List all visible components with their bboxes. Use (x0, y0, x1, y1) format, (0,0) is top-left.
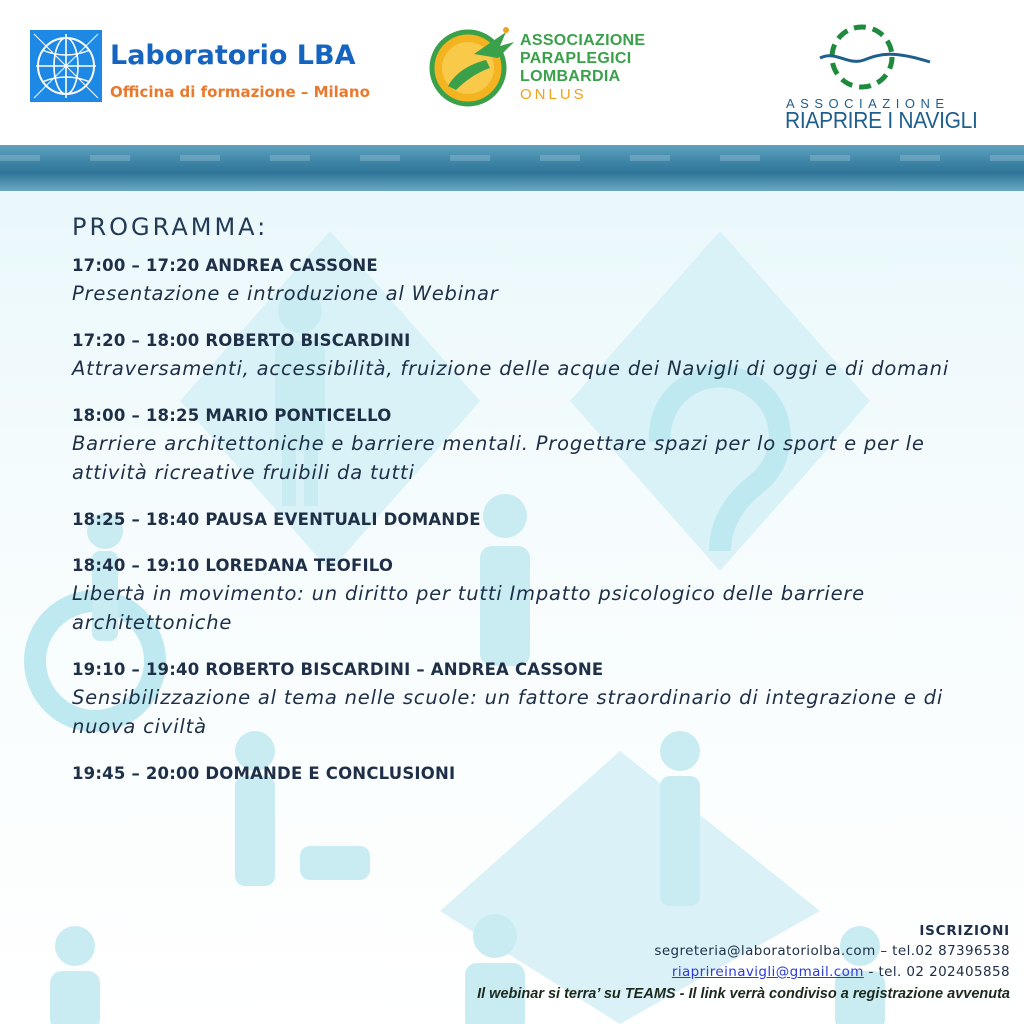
program-description: Sensibilizzazione al tema nelle scuole: un fattore straordinario di integrazione e di nuova civiltà (72, 686, 944, 738)
program-item (72, 657, 1002, 741)
contact-line-2 (477, 962, 1010, 983)
program-item (72, 507, 1002, 533)
program-description: Barriere architettoniche e barriere mentali. Progettare spazi per lo sport e per le attività ricreative fruibili da tutti (72, 432, 925, 484)
email-riaprire-link[interactable]: riaprireinavigli@gmail.com (671, 964, 864, 980)
registration-title: ISCRIZIONI (919, 923, 1010, 939)
logo-associazione-paraplegici (426, 24, 666, 108)
program-description: Attraversamenti, accessibilità, fruizione delle acque dei Navigli di oggi e di domani (72, 357, 950, 380)
apl-line-1: ASSOCIAZIONE (520, 32, 646, 49)
header (0, 0, 1024, 145)
contact-line-1 (477, 941, 1010, 962)
program-slot: 17:20 – 18:00 ROBERTO BISCARDINI (72, 331, 411, 350)
program-slot: 19:45 – 20:00 DOMANDE E CONCLUSIONI (72, 764, 456, 783)
water-banner (0, 145, 1024, 191)
logo-riaprire-i-navigli (780, 20, 980, 132)
program-item (72, 761, 1002, 787)
email-segreteria[interactable]: segreteria@laboratoriolba.com (654, 943, 876, 959)
program-slot: 18:00 – 18:25 MARIO PONTICELLO (72, 406, 392, 425)
program-list (72, 253, 1002, 787)
program-description: Libertà in movimento: un diritto per tutti Impatto psicologico delle barriere architettoniche (72, 582, 865, 634)
apl-line-2: PARAPLEGICI (520, 50, 632, 67)
phone-segreteria: – tel.02 87396538 (875, 943, 1010, 959)
rn-top-text: ASSOCIAZIONE (786, 96, 950, 111)
lba-subtitle: Officina di formazione – Milano (110, 83, 370, 101)
rn-bottom-text: RIAPRIRE I NAVIGLI (785, 108, 978, 134)
program-description: Presentazione e introduzione al Webinar (72, 282, 499, 305)
lba-title: Laboratorio LBA (110, 40, 356, 71)
program-item (72, 553, 1002, 637)
apl-winged-foot-icon (426, 24, 518, 108)
phone-riaprire: - tel. 02 202405858 (863, 964, 1010, 980)
apl-text (520, 32, 645, 104)
program-slot: 18:25 – 18:40 PAUSA EVENTUALI DOMANDE (72, 510, 481, 529)
program-section (72, 213, 1002, 807)
program-item (72, 328, 1002, 383)
registration-footer (477, 921, 1010, 1005)
logo-laboratorio-lba (30, 30, 390, 104)
rn-wave-circle-icon (814, 20, 934, 94)
teams-note: Il webinar si terra’ su TEAMS - Il link verrà condiviso a registrazione avvenuta (477, 986, 1010, 1002)
program-slot: 17:00 – 17:20 ANDREA CASSONE (72, 256, 378, 275)
lba-globe-icon (30, 30, 102, 102)
program-slot: 19:10 – 19:40 ROBERTO BISCARDINI – ANDREA CASSONE (72, 660, 604, 679)
program-title: PROGRAMMA: (72, 213, 269, 241)
program-slot: 18:40 – 19:10 LOREDANA TEOFILO (72, 556, 394, 575)
program-item (72, 253, 1002, 308)
apl-onlus: ONLUS (520, 86, 587, 103)
program-item (72, 403, 1002, 487)
apl-line-3: LOMBARDIA (520, 68, 621, 85)
